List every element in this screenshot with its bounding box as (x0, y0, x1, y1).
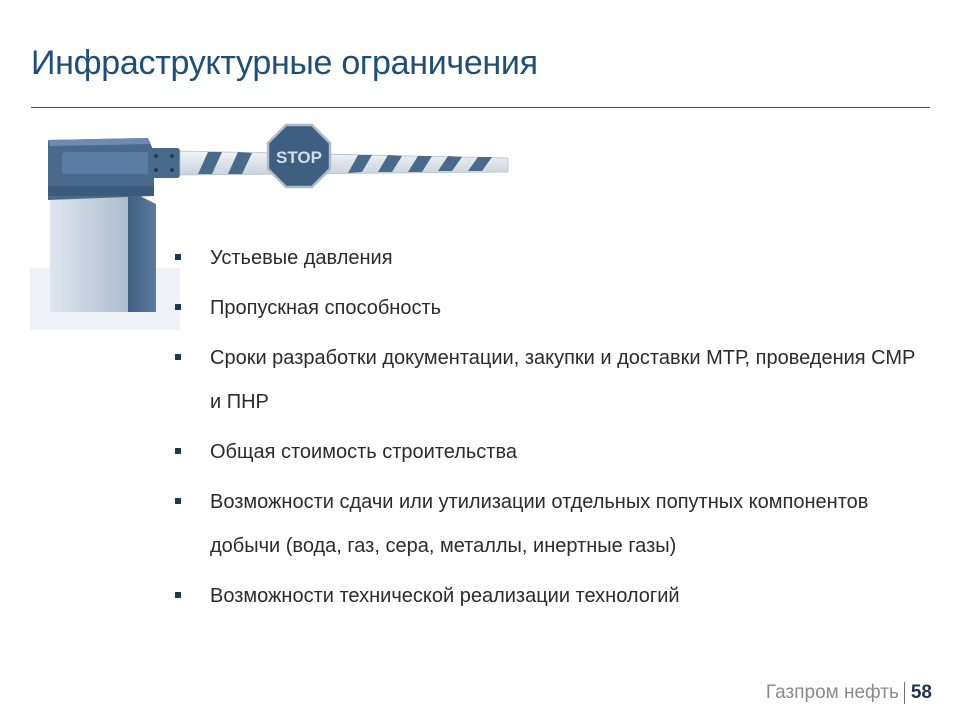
bullet-marker (175, 448, 181, 454)
barrier-post (50, 188, 128, 312)
bullet-item (172, 574, 932, 618)
bullet-item (172, 286, 932, 330)
svg-text:STOP: STOP (276, 148, 322, 167)
bullet-marker (175, 592, 181, 598)
bullet-item (172, 236, 932, 280)
bullet-marker (175, 498, 181, 504)
bullet-text: Общая стоимость строительства (210, 441, 517, 463)
bullet-text: Пропускная способность (210, 297, 442, 319)
page-number: 58 (910, 682, 932, 703)
bullet-item (172, 480, 932, 568)
bullet-marker (175, 354, 181, 360)
bullet-text: Устьевые давления (210, 247, 393, 269)
bullet-item (172, 430, 932, 474)
stop-sign-icon (268, 125, 330, 187)
bullet-marker (175, 304, 181, 310)
footer-brand: Газпром нефть (765, 682, 899, 703)
bullet-marker (175, 254, 181, 260)
bullet-item (172, 336, 932, 424)
bullet-list (172, 236, 932, 624)
bullet-text: Возможности сдачи или утилизации отдельных попутных компонентов добычи (вода, газ, сера, металлы, инертные газы) (210, 491, 869, 557)
slide-footer (766, 682, 932, 704)
bullet-text: Сроки разработки документации, закупки и доставки МТР, проведения СМР и ПНР (210, 347, 916, 413)
slide-title: Инфраструктурные ограничения (31, 44, 538, 82)
title-divider (31, 107, 930, 108)
bullet-text: Возможности технической реализации технологий (210, 585, 680, 607)
footer-separator (904, 682, 905, 704)
